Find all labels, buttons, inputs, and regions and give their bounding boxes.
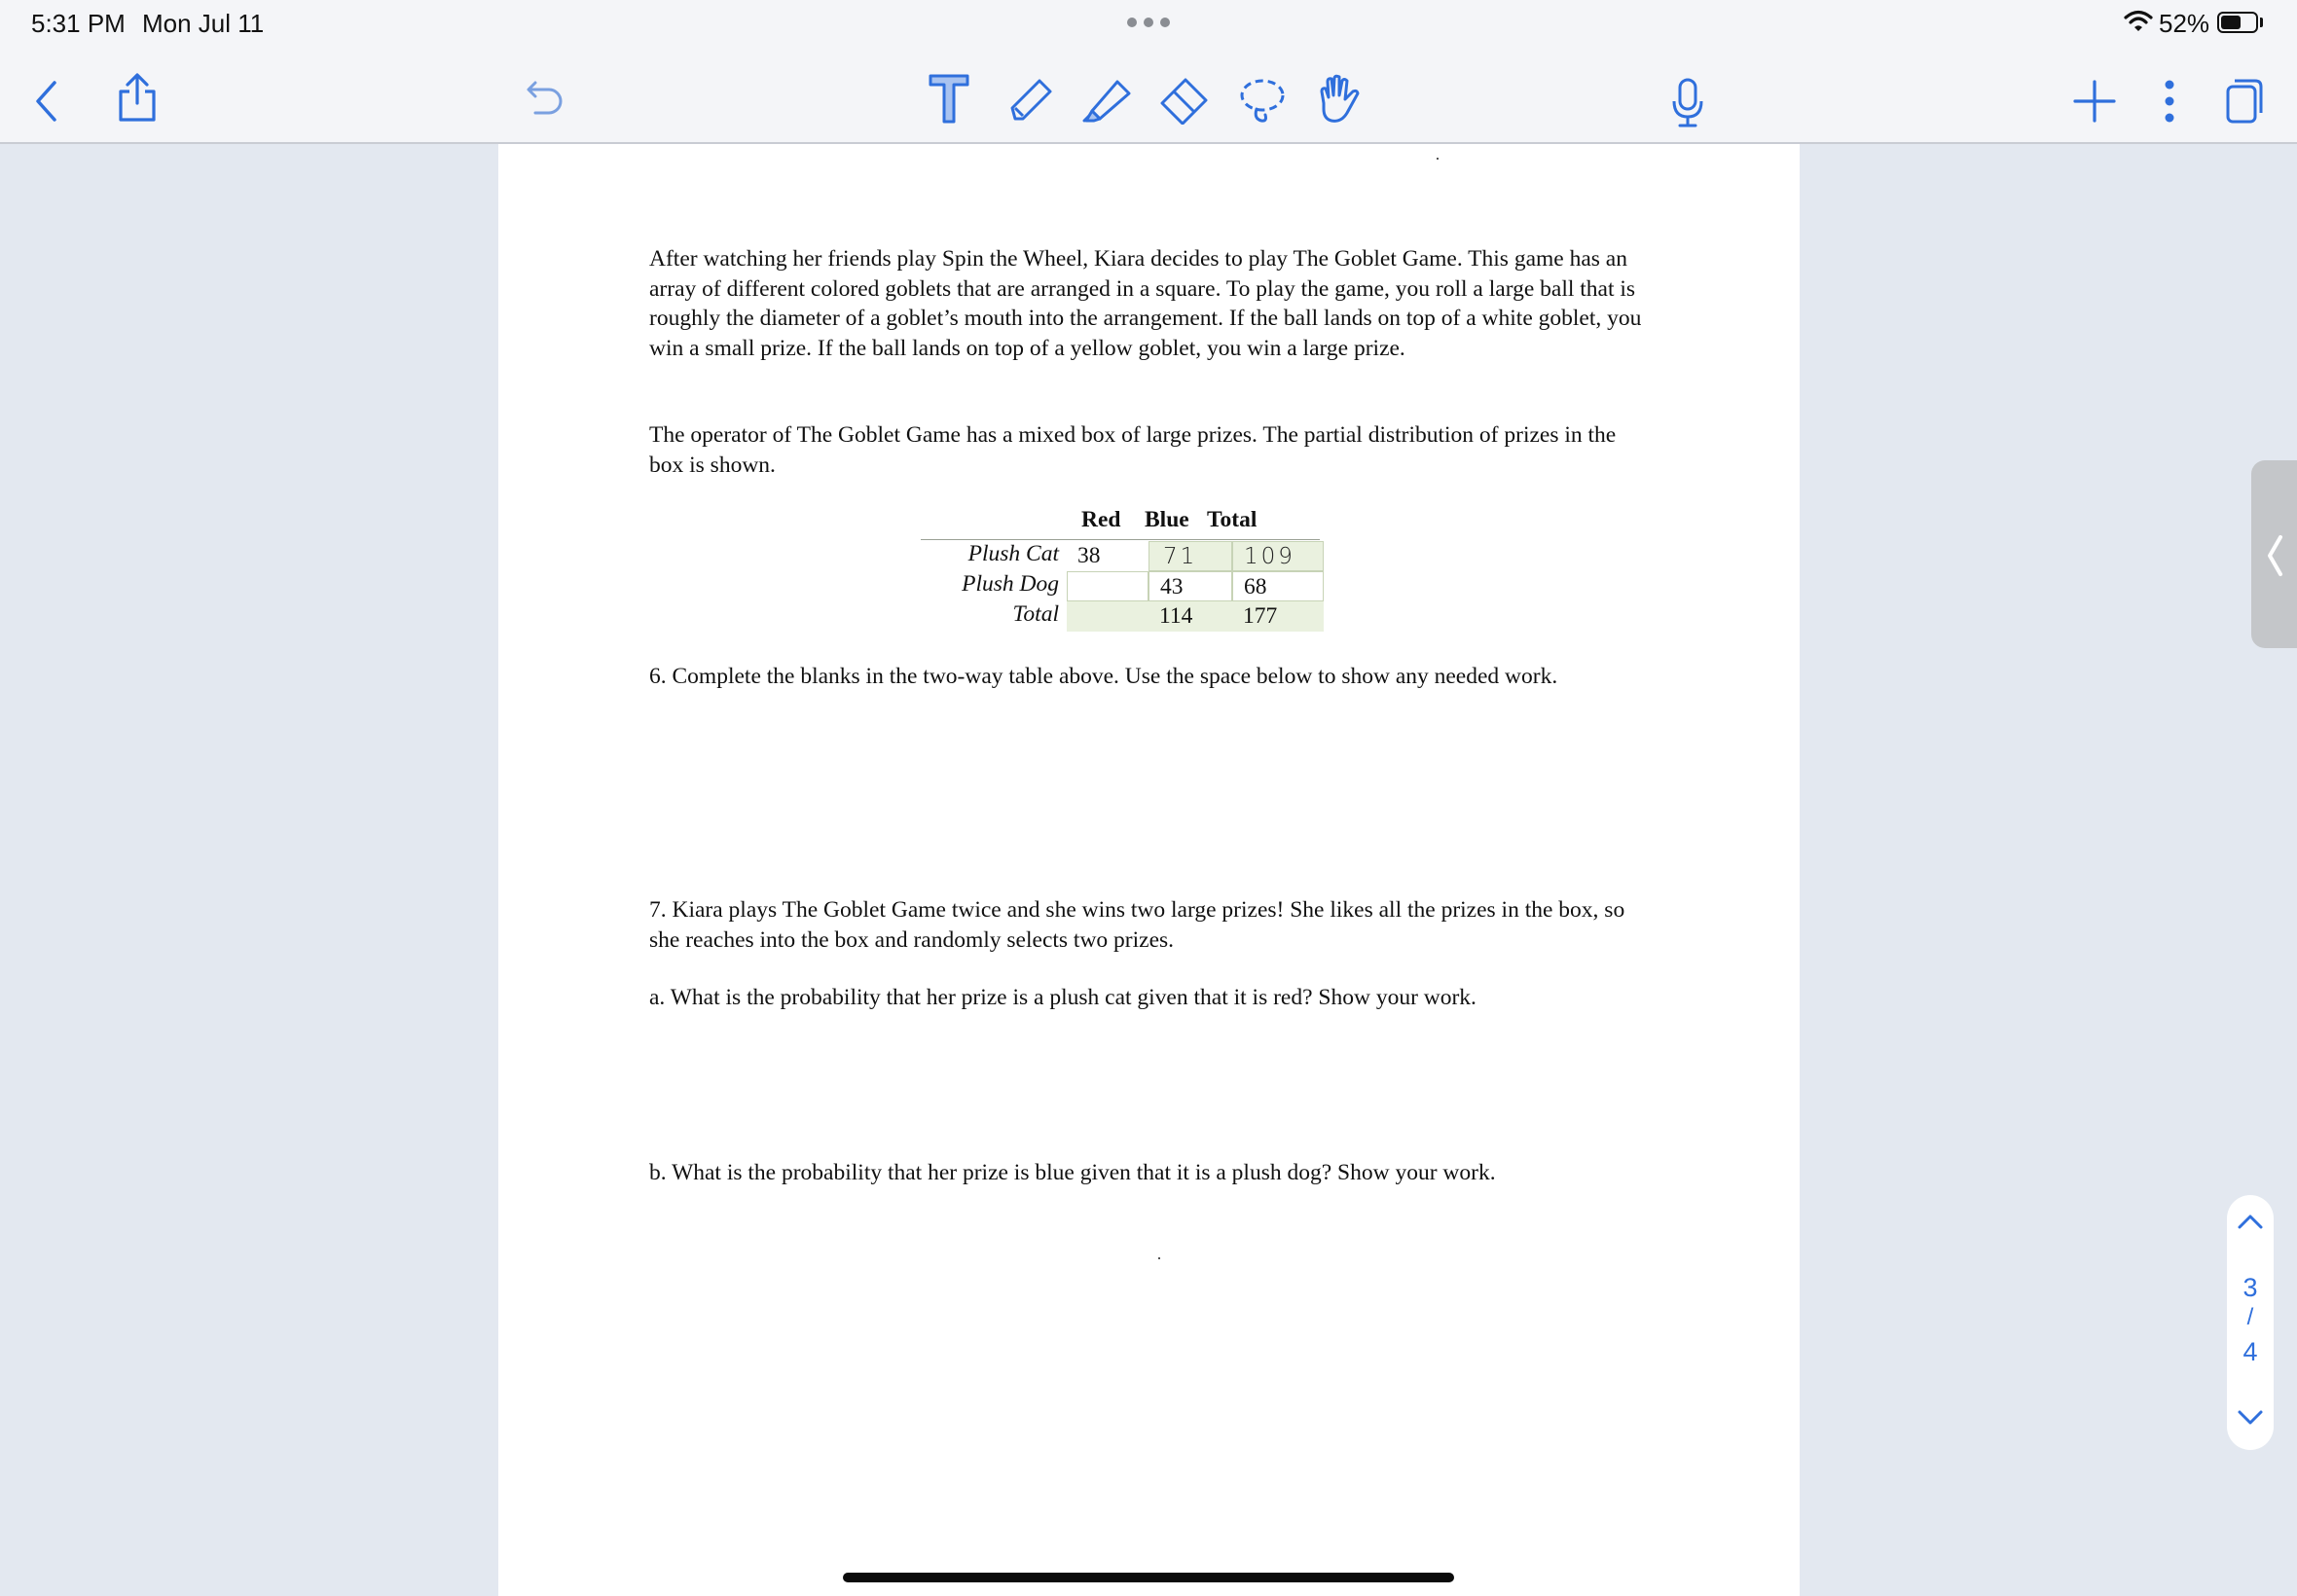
page-speck	[1437, 158, 1439, 160]
column-header-total: Total	[1207, 507, 1258, 532]
row-header-plush-cat: Plush Cat	[967, 541, 1059, 566]
question-6: 6. Complete the blanks in the two-way table above. Use the space below to show any needed work.	[649, 664, 1558, 689]
table-header-rule	[921, 539, 1320, 540]
battery-tip	[2260, 18, 2263, 27]
lasso-tool-icon[interactable]	[1238, 76, 1287, 127]
question-7b: b. What is the probability that her prize is blue given that it is a plush dog? Show your work.	[649, 1160, 1496, 1185]
multitasking-dots-icon[interactable]	[1127, 18, 1170, 27]
intro-paragraph: After watching her friends play Spin the Wheel, Kiara decides to play The Goblet Game. This game has an array of different colored goblets that are arranged in a square. To play the game, you roll a large ball that is roughly the diameter of a goblet’s mouth into the arrangement. If the ball lands on top of a white goblet, you win a small prize. If the ball lands on top of a yellow goblet, you win a large prize.	[649, 246, 1642, 361]
cell-dog-red-blank	[1067, 571, 1148, 601]
status-date: Mon Jul 11	[142, 9, 265, 38]
row-header-plush-dog: Plush Dog	[962, 571, 1059, 597]
chevron-down-icon[interactable]	[2237, 1409, 2264, 1427]
page-navigator	[2227, 1195, 2274, 1450]
status-time: 5:31 PM	[31, 9, 126, 38]
row-header-total: Total	[1012, 601, 1059, 627]
document-page[interactable]	[498, 144, 1800, 1596]
hand-tool-icon[interactable]	[1314, 74, 1363, 127]
home-indicator[interactable]	[843, 1573, 1454, 1582]
sidebar-pull-handle[interactable]	[2251, 460, 2297, 648]
cell-total-red-blank	[1067, 601, 1148, 632]
chevron-left-icon	[2265, 534, 2284, 577]
battery-icon	[2217, 12, 2258, 33]
cell-dog-total: 68	[1232, 571, 1324, 601]
current-page-number: 3	[2242, 1273, 2258, 1302]
eraser-tool-icon[interactable]	[1158, 74, 1211, 125]
cell-cat-total-handwritten: 109	[1232, 541, 1324, 571]
toolbar	[0, 45, 2297, 144]
highlighter-tool-icon[interactable]	[1080, 72, 1135, 125]
question-7: 7. Kiara plays The Goblet Game twice and she wins two large prizes! She likes all the prizes in the box, so she reaches into the box and randomly selects two prizes.	[649, 897, 1625, 953]
chevron-up-icon[interactable]	[2237, 1213, 2264, 1230]
cell-total-total: 177	[1232, 601, 1324, 632]
battery-percent: 52%	[2159, 9, 2210, 38]
page-separator: /	[2246, 1304, 2254, 1330]
more-options-icon[interactable]	[2163, 80, 2176, 123]
cell-cat-blue-handwritten: 71	[1148, 541, 1232, 571]
question-7a: a. What is the probability that her prize is a plush cat given that it is red? Show your work.	[649, 985, 1477, 1010]
microphone-icon[interactable]	[1670, 76, 1705, 128]
page-overview-icon[interactable]	[2225, 78, 2264, 125]
add-page-icon[interactable]	[2073, 80, 2116, 123]
total-pages-number: 4	[2242, 1337, 2258, 1366]
text-tool-icon[interactable]	[927, 72, 971, 125]
pen-tool-icon[interactable]	[1006, 72, 1055, 125]
cell-total-blue: 114	[1148, 601, 1232, 632]
column-header-blue: Blue	[1145, 507, 1189, 532]
prize-paragraph: The operator of The Goblet Game has a mixed box of large prizes. The partial distribution of prizes in the box is shown.	[649, 422, 1617, 478]
back-chevron-icon[interactable]	[33, 80, 60, 123]
wifi-icon	[2124, 10, 2153, 33]
status-bar	[0, 0, 2297, 45]
share-icon[interactable]	[117, 72, 158, 123]
column-header-red: Red	[1081, 507, 1121, 532]
cell-dog-blue: 43	[1148, 571, 1232, 601]
page-speck	[1158, 1257, 1160, 1259]
cell-cat-red: 38	[1077, 543, 1101, 568]
undo-icon[interactable]	[524, 78, 565, 119]
